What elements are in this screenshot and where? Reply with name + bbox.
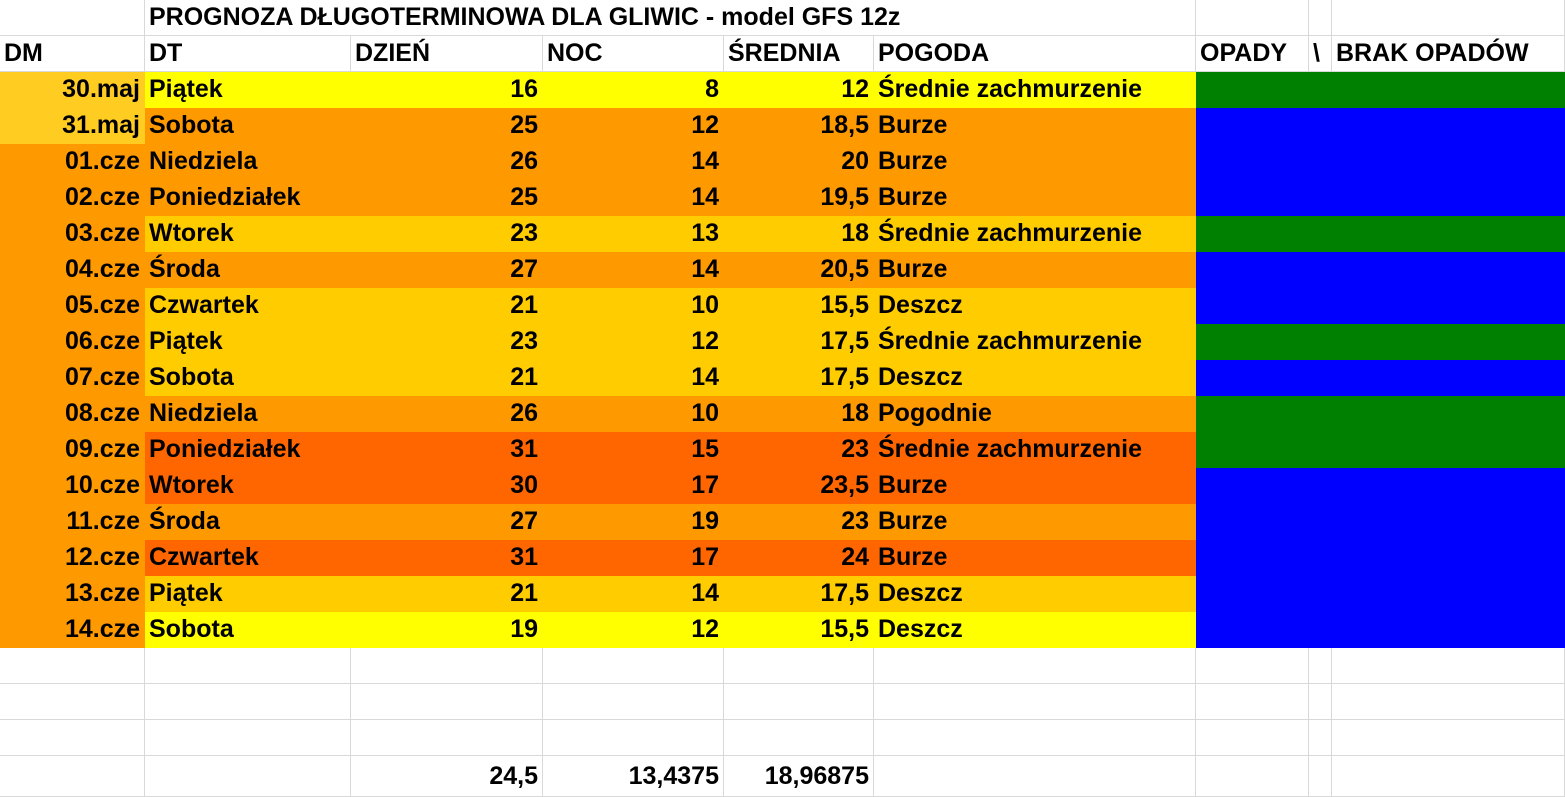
total-day-temp[interactable]: 24,5 bbox=[351, 756, 543, 797]
cell-avg-temp[interactable]: 18 bbox=[724, 216, 874, 252]
cell-date[interactable]: 01.cze bbox=[0, 144, 145, 180]
cell-avg-temp[interactable]: 20 bbox=[724, 144, 874, 180]
empty-cell[interactable] bbox=[724, 684, 874, 720]
cell-day-temp[interactable]: 23 bbox=[351, 216, 543, 252]
cell-weather[interactable]: Burze bbox=[874, 504, 1196, 540]
cell-day-temp[interactable]: 21 bbox=[351, 360, 543, 396]
cell-day-temp[interactable]: 25 bbox=[351, 108, 543, 144]
empty-cell[interactable] bbox=[874, 684, 1196, 720]
cell-day-temp[interactable]: 21 bbox=[351, 288, 543, 324]
cell-night-temp[interactable]: 14 bbox=[543, 144, 724, 180]
cell-night-temp[interactable]: 12 bbox=[543, 324, 724, 360]
cell-avg-temp[interactable]: 20,5 bbox=[724, 252, 874, 288]
cell-date[interactable]: 05.cze bbox=[0, 288, 145, 324]
empty-cell[interactable] bbox=[1332, 720, 1565, 756]
cell-precip-indicator[interactable] bbox=[1196, 360, 1565, 396]
cell-day-temp[interactable]: 25 bbox=[351, 180, 543, 216]
empty-cell[interactable] bbox=[724, 648, 874, 684]
cell-weekday[interactable]: Czwartek bbox=[145, 540, 351, 576]
cell-precip-indicator[interactable] bbox=[1196, 144, 1565, 180]
empty-cell[interactable] bbox=[145, 756, 351, 797]
cell-night-temp[interactable]: 10 bbox=[543, 396, 724, 432]
cell-night-temp[interactable]: 19 bbox=[543, 504, 724, 540]
cell-day-temp[interactable]: 26 bbox=[351, 396, 543, 432]
cell-date[interactable]: 04.cze bbox=[0, 252, 145, 288]
cell-weather[interactable]: Średnie zachmurzenie bbox=[874, 216, 1196, 252]
cell-day-temp[interactable]: 30 bbox=[351, 468, 543, 504]
header-avg[interactable]: ŚREDNIA bbox=[724, 36, 874, 72]
cell-date[interactable]: 08.cze bbox=[0, 396, 145, 432]
cell-precip-indicator[interactable] bbox=[1196, 432, 1565, 468]
empty-cell[interactable] bbox=[1196, 756, 1309, 797]
header-brak-opadow[interactable]: BRAK OPADÓW bbox=[1332, 36, 1565, 72]
empty-cell[interactable] bbox=[351, 720, 543, 756]
cell-avg-temp[interactable]: 17,5 bbox=[724, 576, 874, 612]
empty-cell[interactable] bbox=[351, 648, 543, 684]
cell-weekday[interactable]: Środa bbox=[145, 252, 351, 288]
empty-cell[interactable] bbox=[1309, 756, 1332, 797]
empty-cell[interactable] bbox=[0, 684, 145, 720]
empty-cell[interactable] bbox=[874, 756, 1196, 797]
empty-cell[interactable] bbox=[1309, 720, 1332, 756]
cell-precip-indicator[interactable] bbox=[1196, 396, 1565, 432]
cell-avg-temp[interactable]: 18 bbox=[724, 396, 874, 432]
empty-cell[interactable] bbox=[1332, 648, 1565, 684]
cell-precip-indicator[interactable] bbox=[1196, 108, 1565, 144]
cell-night-temp[interactable]: 12 bbox=[543, 612, 724, 648]
cell-day-temp[interactable]: 27 bbox=[351, 252, 543, 288]
cell-day-temp[interactable]: 31 bbox=[351, 540, 543, 576]
cell-weather[interactable]: Pogodnie bbox=[874, 396, 1196, 432]
cell-night-temp[interactable]: 17 bbox=[543, 540, 724, 576]
cell-weekday[interactable]: Czwartek bbox=[145, 288, 351, 324]
cell-night-temp[interactable]: 15 bbox=[543, 432, 724, 468]
cell-day-temp[interactable]: 19 bbox=[351, 612, 543, 648]
empty-cell[interactable] bbox=[1332, 684, 1565, 720]
cell-night-temp[interactable]: 13 bbox=[543, 216, 724, 252]
cell-weather[interactable]: Burze bbox=[874, 468, 1196, 504]
cell-precip-indicator[interactable] bbox=[1196, 180, 1565, 216]
cell-weekday[interactable]: Wtorek bbox=[145, 216, 351, 252]
cell-weather[interactable]: Burze bbox=[874, 540, 1196, 576]
empty-cell[interactable] bbox=[543, 720, 724, 756]
cell-weekday[interactable]: Poniedziałek bbox=[145, 432, 351, 468]
cell-night-temp[interactable]: 14 bbox=[543, 180, 724, 216]
empty-cell[interactable] bbox=[874, 720, 1196, 756]
cell-weather[interactable]: Deszcz bbox=[874, 612, 1196, 648]
cell-h1[interactable] bbox=[1309, 0, 1332, 36]
cell-precip-indicator[interactable] bbox=[1196, 324, 1565, 360]
cell-a1[interactable] bbox=[0, 0, 145, 36]
cell-night-temp[interactable]: 17 bbox=[543, 468, 724, 504]
cell-date[interactable]: 30.maj bbox=[0, 72, 145, 108]
cell-avg-temp[interactable]: 23 bbox=[724, 504, 874, 540]
cell-weather[interactable]: Średnie zachmurzenie bbox=[874, 324, 1196, 360]
cell-night-temp[interactable]: 12 bbox=[543, 108, 724, 144]
cell-weather[interactable]: Średnie zachmurzenie bbox=[874, 72, 1196, 108]
cell-date[interactable]: 13.cze bbox=[0, 576, 145, 612]
cell-date[interactable]: 11.cze bbox=[0, 504, 145, 540]
empty-cell[interactable] bbox=[1309, 684, 1332, 720]
total-night-temp[interactable]: 13,4375 bbox=[543, 756, 724, 797]
header-opady[interactable]: OPADY bbox=[1196, 36, 1309, 72]
empty-cell[interactable] bbox=[1309, 648, 1332, 684]
header-dt[interactable]: DT bbox=[145, 36, 351, 72]
total-avg-temp[interactable]: 18,96875 bbox=[724, 756, 874, 797]
cell-avg-temp[interactable]: 24 bbox=[724, 540, 874, 576]
cell-weather[interactable]: Średnie zachmurzenie bbox=[874, 432, 1196, 468]
header-separator[interactable]: \ bbox=[1309, 36, 1332, 72]
cell-avg-temp[interactable]: 23,5 bbox=[724, 468, 874, 504]
cell-date[interactable]: 31.maj bbox=[0, 108, 145, 144]
cell-weather[interactable]: Deszcz bbox=[874, 360, 1196, 396]
cell-date[interactable]: 14.cze bbox=[0, 612, 145, 648]
empty-cell[interactable] bbox=[874, 648, 1196, 684]
cell-precip-indicator[interactable] bbox=[1196, 288, 1565, 324]
empty-cell[interactable] bbox=[543, 648, 724, 684]
empty-cell[interactable] bbox=[724, 720, 874, 756]
empty-cell[interactable] bbox=[1196, 684, 1309, 720]
cell-day-temp[interactable]: 31 bbox=[351, 432, 543, 468]
cell-avg-temp[interactable]: 15,5 bbox=[724, 612, 874, 648]
cell-weekday[interactable]: Piątek bbox=[145, 324, 351, 360]
cell-avg-temp[interactable]: 17,5 bbox=[724, 324, 874, 360]
cell-date[interactable]: 03.cze bbox=[0, 216, 145, 252]
cell-date[interactable]: 09.cze bbox=[0, 432, 145, 468]
cell-night-temp[interactable]: 8 bbox=[543, 72, 724, 108]
empty-cell[interactable] bbox=[145, 684, 351, 720]
cell-date[interactable]: 12.cze bbox=[0, 540, 145, 576]
cell-night-temp[interactable]: 14 bbox=[543, 576, 724, 612]
cell-weather[interactable]: Deszcz bbox=[874, 288, 1196, 324]
cell-date[interactable]: 10.cze bbox=[0, 468, 145, 504]
empty-cell[interactable] bbox=[1196, 648, 1309, 684]
cell-weather[interactable]: Burze bbox=[874, 108, 1196, 144]
empty-cell[interactable] bbox=[145, 648, 351, 684]
cell-precip-indicator[interactable] bbox=[1196, 72, 1565, 108]
cell-weekday[interactable]: Środa bbox=[145, 504, 351, 540]
cell-weekday[interactable]: Piątek bbox=[145, 576, 351, 612]
empty-cell[interactable] bbox=[0, 720, 145, 756]
empty-cell[interactable] bbox=[351, 684, 543, 720]
cell-precip-indicator[interactable] bbox=[1196, 468, 1565, 504]
header-night[interactable]: NOC bbox=[543, 36, 724, 72]
cell-avg-temp[interactable]: 18,5 bbox=[724, 108, 874, 144]
cell-date[interactable]: 06.cze bbox=[0, 324, 145, 360]
cell-weekday[interactable]: Sobota bbox=[145, 612, 351, 648]
empty-cell[interactable] bbox=[543, 684, 724, 720]
cell-weather[interactable]: Burze bbox=[874, 252, 1196, 288]
header-dm[interactable]: DM bbox=[0, 36, 145, 72]
cell-avg-temp[interactable]: 23 bbox=[724, 432, 874, 468]
cell-day-temp[interactable]: 26 bbox=[351, 144, 543, 180]
cell-g1[interactable] bbox=[1196, 0, 1309, 36]
cell-precip-indicator[interactable] bbox=[1196, 252, 1565, 288]
cell-day-temp[interactable]: 23 bbox=[351, 324, 543, 360]
empty-cell[interactable] bbox=[1332, 756, 1565, 797]
cell-weekday[interactable]: Niedziela bbox=[145, 396, 351, 432]
header-weather[interactable]: POGODA bbox=[874, 36, 1196, 72]
header-day[interactable]: DZIEŃ bbox=[351, 36, 543, 72]
cell-date[interactable]: 07.cze bbox=[0, 360, 145, 396]
empty-cell[interactable] bbox=[0, 648, 145, 684]
cell-night-temp[interactable]: 10 bbox=[543, 288, 724, 324]
cell-precip-indicator[interactable] bbox=[1196, 612, 1565, 648]
cell-precip-indicator[interactable] bbox=[1196, 216, 1565, 252]
cell-night-temp[interactable]: 14 bbox=[543, 360, 724, 396]
cell-avg-temp[interactable]: 17,5 bbox=[724, 360, 874, 396]
cell-precip-indicator[interactable] bbox=[1196, 540, 1565, 576]
sheet-title[interactable]: PROGNOZA DŁUGOTERMINOWA DLA GLIWIC - model GFS 12z bbox=[145, 0, 1196, 36]
cell-day-temp[interactable]: 21 bbox=[351, 576, 543, 612]
cell-avg-temp[interactable]: 15,5 bbox=[724, 288, 874, 324]
cell-precip-indicator[interactable] bbox=[1196, 576, 1565, 612]
cell-weekday[interactable]: Niedziela bbox=[145, 144, 351, 180]
cell-weekday[interactable]: Piątek bbox=[145, 72, 351, 108]
empty-cell[interactable] bbox=[145, 720, 351, 756]
cell-weather[interactable]: Deszcz bbox=[874, 576, 1196, 612]
cell-weekday[interactable]: Sobota bbox=[145, 360, 351, 396]
cell-weekday[interactable]: Poniedziałek bbox=[145, 180, 351, 216]
cell-day-temp[interactable]: 16 bbox=[351, 72, 543, 108]
cell-night-temp[interactable]: 14 bbox=[543, 252, 724, 288]
cell-weather[interactable]: Burze bbox=[874, 180, 1196, 216]
cell-weekday[interactable]: Sobota bbox=[145, 108, 351, 144]
empty-cell[interactable] bbox=[0, 756, 145, 797]
cell-avg-temp[interactable]: 12 bbox=[724, 72, 874, 108]
cell-weather[interactable]: Burze bbox=[874, 144, 1196, 180]
cell-avg-temp[interactable]: 19,5 bbox=[724, 180, 874, 216]
cell-i1[interactable] bbox=[1332, 0, 1565, 36]
cell-weekday[interactable]: Wtorek bbox=[145, 468, 351, 504]
cell-precip-indicator[interactable] bbox=[1196, 504, 1565, 540]
cell-date[interactable]: 02.cze bbox=[0, 180, 145, 216]
cell-day-temp[interactable]: 27 bbox=[351, 504, 543, 540]
empty-cell[interactable] bbox=[1196, 720, 1309, 756]
